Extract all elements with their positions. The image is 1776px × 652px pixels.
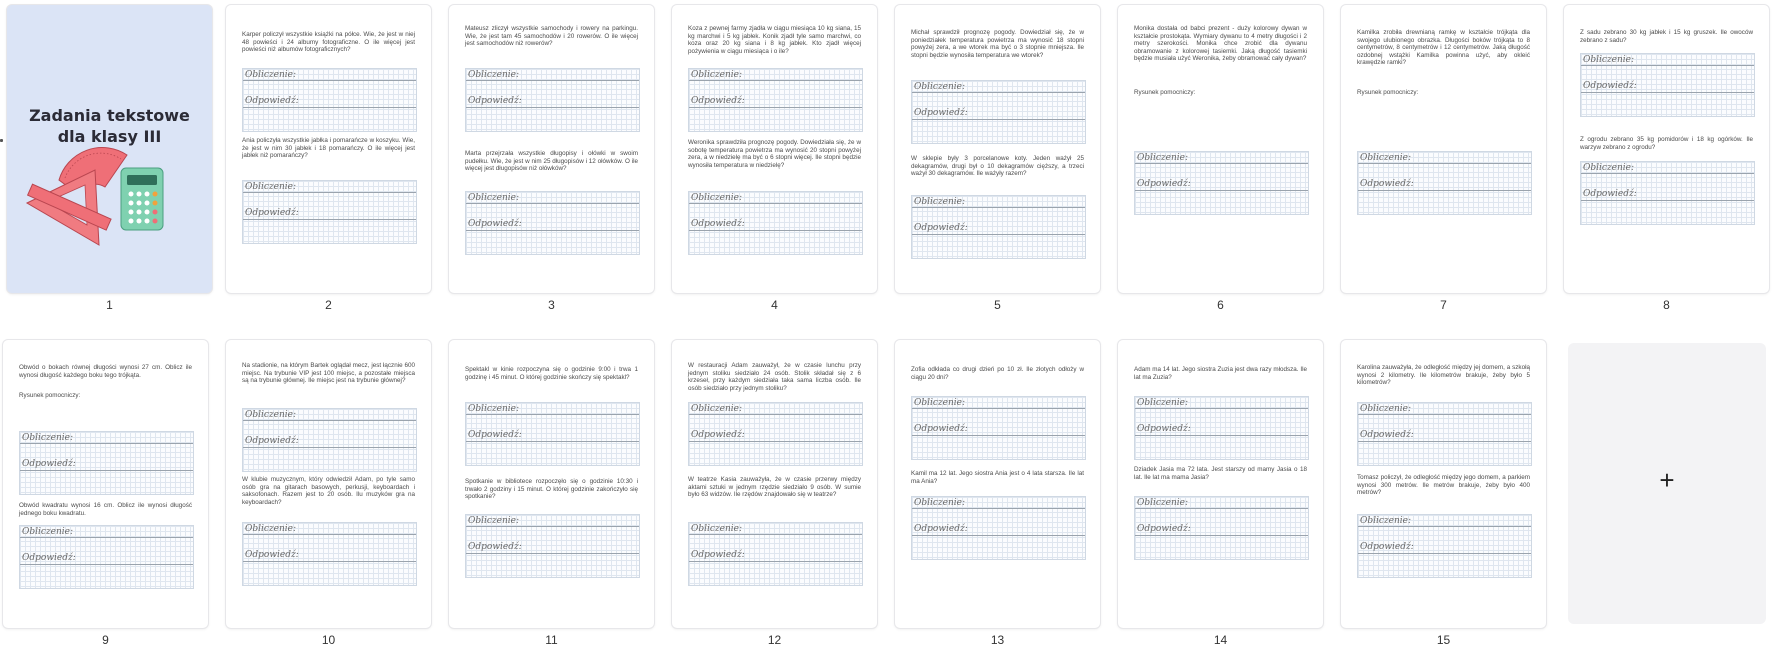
page-number: 1: [106, 298, 113, 312]
worksheet-grid: [1134, 151, 1309, 215]
calc-label: Obliczenie:: [245, 182, 297, 192]
task-text: Obwód kwadratu wynosi 16 cm. Oblicz ile wynosi długość jednego boku kwadratu.: [19, 502, 192, 517]
line: [689, 80, 862, 81]
line: [689, 203, 862, 204]
cover-title-line-2: dla klasy III: [57, 127, 162, 146]
calc-label: Obliczenie:: [468, 193, 520, 203]
line: [20, 537, 193, 538]
task-text: Spotkanie w bibliotece rozpoczęło się o godzinie 10:30 i trwało 2 godziny i 15 minut. O której godzinie zakończyło się spotkanie?: [465, 478, 638, 501]
worksheet-grid: [911, 496, 1086, 560]
answer-label: Odpowiedź:: [691, 96, 745, 106]
answer-label: Odpowiedź:: [245, 208, 299, 218]
line: [466, 553, 639, 554]
line: [1358, 441, 1531, 442]
calc-label: Obliczenie:: [245, 70, 297, 80]
calc-label: Obliczenie:: [691, 524, 743, 534]
line: [689, 414, 862, 415]
worksheet-grid: [688, 522, 863, 586]
answer-label: Odpowiedź:: [1583, 189, 1637, 199]
page-thumbnail-4[interactable]: [672, 5, 877, 293]
answer-label: Odpowiedź:: [691, 550, 745, 560]
page-thumbnail-3[interactable]: [449, 5, 654, 293]
line: [243, 561, 416, 562]
worksheet-grid: [1580, 53, 1755, 117]
line: [912, 119, 1085, 120]
worksheet-grid: [19, 525, 194, 589]
line: [20, 564, 193, 565]
task-text: Karper policzył wszystkie książki na półce. Wie, że jest w niej 48 powieści i 24 albumy fotograficzne. O ile więcej jest powieści niż albumów fotograficznych?: [242, 31, 415, 54]
task-text: Kamil ma 12 lat. Jego siostra Ania jest o 4 lata starsza. Ile lat ma Ania?: [911, 470, 1084, 485]
page-number: 6: [1217, 298, 1224, 312]
page-number: 8: [1663, 298, 1670, 312]
task-text: Ania policzyła wszystkie jabłka i pomarańcze w koszyku. Wie, że jest w nim 30 jabłek i 18 pomarańczy. O ile więcej jest jabłek niż pomarańczy?: [242, 137, 415, 160]
task-text: Dziadek Jasia ma 72 lata. Jest starszy od mamy Jasia o 18 lat. Ile lat ma mama Jasia?: [1134, 466, 1307, 481]
line: [1135, 535, 1308, 536]
page-number: 2: [325, 298, 332, 312]
line: [912, 435, 1085, 436]
task-text: Spektakl w kinie rozpoczyna się o godzinie 9:00 i trwa 1 godzinę i 45 minut. O której godzinie skończy się spektakl?: [465, 366, 638, 381]
page-number: 5: [994, 298, 1001, 312]
line: [912, 535, 1085, 536]
page-thumbnail-13[interactable]: [895, 340, 1100, 628]
line: [466, 203, 639, 204]
calc-label: Obliczenie:: [691, 404, 743, 414]
task-text: Tomasz policzył, że odległość między jego domem, a parkiem wynosi 300 metrów. Ile metrów brakuje, żeby było 400 metrów?: [1357, 474, 1530, 497]
task-text: Obwód o bokach równej długości wynosi 27 cm. Oblicz ile wynosi długość każdego boku tego trójkąta.: [19, 364, 192, 379]
worksheet-grid: [911, 396, 1086, 460]
page-thumbnail-7[interactable]: [1341, 5, 1546, 293]
add-page-button[interactable]: [1568, 343, 1766, 624]
answer-label: Odpowiedź:: [691, 430, 745, 440]
answer-label: Odpowiedź:: [468, 542, 522, 552]
worksheet-grid: [19, 431, 194, 495]
line: [20, 443, 193, 444]
worksheet-grid: [688, 191, 863, 255]
answer-label: Odpowiedź:: [22, 553, 76, 563]
page-thumbnail-10[interactable]: [226, 340, 431, 628]
line: [689, 561, 862, 562]
task-text: Michał sprawdził prognozę pogody. Dowiedział się, że w poniedziałek temperatura powietrza ma wynosić 18 stopni powyżej zera, a we wtorek ma być o 3 stopnie mniejsza. Ile stopni będzie wynosiła temperatura we wtorek?: [911, 29, 1084, 59]
answer-label: Odpowiedź:: [22, 459, 76, 469]
worksheet-grid: [1134, 496, 1309, 560]
page-thumbnail-5[interactable]: [895, 5, 1100, 293]
answer-label: Odpowiedź:: [914, 108, 968, 118]
line: [1358, 526, 1531, 527]
line: [20, 470, 193, 471]
page-number: 15: [1436, 633, 1451, 647]
line: [466, 414, 639, 415]
worksheet-grid: [465, 68, 640, 132]
line: [1135, 435, 1308, 436]
worksheet-grid: [242, 68, 417, 132]
task-text: Koza z pewnej farmy zjadła w ciągu miesiąca 10 kg siana, 15 kg marchwi i 5 kg jabłek. Konik zjadł tyle samo marchwi, co koza oraz 20 kg siana i 8 kg jabłek. Kto zjadł więcej pożywienia w ciągu miesiąca i o ile?: [688, 25, 861, 55]
task-text: Z sadu zebrano 30 kg jabłek i 15 kg gruszek. Ile owoców zebrano z sadu?: [1580, 29, 1753, 44]
cover-illustration: [7, 5, 212, 293]
plus-icon: +: [1659, 465, 1675, 495]
line: [1581, 173, 1754, 174]
task-text: Adam ma 14 lat. Jego siostra Zuzia jest dwa razy młodsza. Ile lat ma Zuzia?: [1134, 366, 1307, 381]
page-thumbnail-14[interactable]: [1118, 340, 1323, 628]
line: [689, 230, 862, 231]
calc-label: Obliczenie:: [468, 404, 520, 414]
worksheet-grid: [1357, 402, 1532, 466]
answer-label: Odpowiedź:: [914, 524, 968, 534]
calc-label: Obliczenie:: [914, 498, 966, 508]
calc-label: Obliczenie:: [691, 193, 743, 203]
line: [1581, 200, 1754, 201]
line: [243, 192, 416, 193]
answer-label: Odpowiedź:: [691, 219, 745, 229]
page-thumbnail-1[interactable]: [7, 5, 212, 293]
calc-label: Obliczenie:: [914, 82, 966, 92]
answer-label: Odpowiedź:: [245, 96, 299, 106]
task-text: Kamilka zrobiła drewnianą ramkę w kształcie trójkąta dla swojego ulubionego obrazka. Długości boków trójkąta to 8 centymetrów, 8 centymetrów i 12 centymetrów. Jaką długość ozdobnej wstążki Kamilka powinna użyć, aby okleić krawędzie ramki?: [1357, 29, 1530, 67]
calc-label: Obliczenie:: [691, 70, 743, 80]
worksheet-grid: [465, 191, 640, 255]
line: [1358, 553, 1531, 554]
calc-label: Obliczenie:: [1583, 163, 1635, 173]
worksheet-grid: [1134, 396, 1309, 460]
line: [912, 207, 1085, 208]
line: [466, 526, 639, 527]
line: [1135, 508, 1308, 509]
answer-label: Odpowiedź:: [468, 96, 522, 106]
task-text: Monika dostała od babci prezent - duży kolorowy dywan w kształcie prostokąta. Wymiary dywanu to 4 metry długości i 2 metry szerokości. Monika chce zrobić dla dywanu obramowanie z kolorowej tasiemki. Jaką długość tasiemki będzie musiała użyć Weronika, żeby obramować cały dywan?: [1134, 25, 1307, 63]
task-text: Zofia odkłada co drugi dzień po 10 zł. Ile złotych odłoży w ciągu 20 dni?: [911, 366, 1084, 381]
line: [466, 107, 639, 108]
worksheet-grid: [465, 514, 640, 578]
calc-label: Obliczenie:: [914, 197, 966, 207]
line: [1358, 190, 1531, 191]
calc-label: Obliczenie:: [914, 398, 966, 408]
answer-label: Odpowiedź:: [1360, 430, 1414, 440]
page-number: 14: [1213, 633, 1228, 647]
answer-label: Odpowiedź:: [468, 430, 522, 440]
page-thumbnail-6[interactable]: [1118, 5, 1323, 293]
drawing-label: Rysunek pomocniczy:: [19, 392, 81, 399]
calc-label: Obliczenie:: [245, 524, 297, 534]
line: [243, 219, 416, 220]
page-thumbnail-11[interactable]: [449, 340, 654, 628]
answer-label: Odpowiedź:: [1137, 179, 1191, 189]
answer-label: Odpowiedź:: [914, 223, 968, 233]
line: [243, 107, 416, 108]
line: [243, 80, 416, 81]
line: [912, 92, 1085, 93]
calc-label: Obliczenie:: [1137, 398, 1189, 408]
drawing-label: Rysunek pomocniczy:: [1357, 89, 1419, 96]
line: [1135, 190, 1308, 191]
worksheet-grid: [242, 522, 417, 586]
calc-label: Obliczenie:: [1137, 153, 1189, 163]
task-text: Z ogrodu zebrano 35 kg pomidorów i 18 kg ogórków. Ile warzyw zebrano z ogrodu?: [1580, 136, 1753, 151]
calc-label: Obliczenie:: [22, 433, 74, 443]
line: [689, 534, 862, 535]
page-number: 12: [767, 633, 782, 647]
answer-label: Odpowiedź:: [914, 424, 968, 434]
page-thumbnail-8[interactable]: [1564, 5, 1769, 293]
worksheet-grid: [242, 408, 417, 472]
calc-label: Obliczenie:: [1583, 55, 1635, 65]
task-text: Weronika sprawdziła prognozę pogody. Dowiedziała się, że w sobotę temperatura powietrza ma wynosić 20 stopni powyżej zera, a w niedzielę ma być o 6 stopni więcej. Ile stopni będzie wynosiła temperatura w niedzielę?: [688, 139, 861, 169]
line: [243, 534, 416, 535]
task-text: W klubie muzycznym, który odwiedził Adam, po tyle samo osób gra na gitarach basowych, perkusji, keyboardach i saksofonach. Razem jest to 20 osób. Ilu muzyków gra na keyboardach?: [242, 476, 415, 506]
answer-label: Odpowiedź:: [1137, 424, 1191, 434]
line: [912, 508, 1085, 509]
worksheet-grid: [1357, 514, 1532, 578]
worksheet-grid: [688, 68, 863, 132]
worksheet-grid: [911, 195, 1086, 259]
page-number: 13: [990, 633, 1005, 647]
answer-label: Odpowiedź:: [468, 219, 522, 229]
worksheet-grid: [465, 402, 640, 466]
task-text: Na stadionie, na którym Bartek oglądał mecz, jest łącznie 600 miejsc. Na trybunie VIP jest 100 miejsc, a pozostałe miejsca są na trybunie głównej. Ile miejsc jest na trybunie głównej?: [242, 362, 415, 385]
page-number: 3: [548, 298, 555, 312]
calc-label: Obliczenie:: [245, 410, 297, 420]
worksheet-grid: [1357, 151, 1532, 215]
line: [466, 230, 639, 231]
worksheet-grid: [1580, 161, 1755, 225]
line: [1358, 414, 1531, 415]
line: [243, 447, 416, 448]
line: [1135, 163, 1308, 164]
page-thumbnail-9[interactable]: [3, 340, 208, 628]
line: [912, 234, 1085, 235]
calc-label: Obliczenie:: [1360, 404, 1412, 414]
task-text: Mateusz zliczył wszystkie samochody i rowery na parkingu. Wie, że jest tam 45 samochodów i 20 rowerów. O ile więcej jest samochodów niż rowerów?: [465, 25, 638, 48]
line: [912, 408, 1085, 409]
calc-label: Obliczenie:: [468, 70, 520, 80]
page-number: 11: [545, 633, 558, 647]
calc-label: Obliczenie:: [1360, 153, 1412, 163]
task-text: Karolina zauważyła, że odległość między jej domem, a szkołą wynosi 2 kilometry. Ile kilometrów brakuje, żeby było 5 kilometrów?: [1357, 364, 1530, 387]
answer-label: Odpowiedź:: [1583, 81, 1637, 91]
calc-label: Obliczenie:: [1137, 498, 1189, 508]
task-text: W sklepie były 3 porcelanowe koty. Jeden ważył 25 dekagramów, drugi był o 10 dekagramów cięższy, a trzeci ważył 30 dekagramów. Ile ważyły razem?: [911, 155, 1084, 178]
calculator-icon: [121, 168, 163, 230]
calc-label: Obliczenie:: [22, 527, 74, 537]
answer-label: Odpowiedź:: [1360, 542, 1414, 552]
line: [689, 107, 862, 108]
calc-label: Obliczenie:: [468, 516, 520, 526]
task-text: W restauracji Adam zauważył, że w czasie lunchu przy jednym stoliku siedziało 24 osób. Stolik składał się z 6 krzeseł, przy każdym siedziała taka sama liczba osób. Ile osób siedziało przy jednym stoliku?: [688, 362, 861, 392]
task-text: Marta przejrzała wszystkie długopisy i ołówki w swoim pudełku. Wie, że jest w nim 25 długopisów i 12 ołówków. O ile więcej jest długopisów niż ołówków?: [465, 150, 638, 173]
drawing-label: Rysunek pomocniczy:: [1134, 89, 1196, 96]
page-number: 4: [771, 298, 778, 312]
line: [1581, 92, 1754, 93]
worksheet-grid: [242, 180, 417, 244]
answer-label: Odpowiedź:: [1137, 524, 1191, 534]
answer-label: Odpowiedź:: [245, 436, 299, 446]
line: [466, 441, 639, 442]
page-thumbnail-2[interactable]: [226, 5, 431, 293]
task-text: W teatrze Kasia zauważyła, że w czasie przerwy między aktami sztuki w jednym rzędzie siedziało 9 osób. W sumie było 63 widzów. Ile rzędów znajdowało się w teatrze?: [688, 476, 861, 499]
calc-label: Obliczenie:: [1360, 516, 1412, 526]
line: [466, 80, 639, 81]
worksheet-grid: [688, 402, 863, 466]
page-thumbnail-15[interactable]: [1341, 340, 1546, 628]
line: [1581, 65, 1754, 66]
line: [1358, 163, 1531, 164]
line: [1135, 408, 1308, 409]
answer-label: Odpowiedź:: [245, 550, 299, 560]
page-thumbnail-12[interactable]: [672, 340, 877, 628]
cover-title-line-1: Zadania tekstowe: [29, 106, 190, 125]
page-number: 10: [321, 633, 336, 647]
answer-label: Odpowiedź:: [1360, 179, 1414, 189]
page-number: 7: [1440, 298, 1447, 312]
page-number: 9: [102, 633, 109, 647]
line: [243, 420, 416, 421]
worksheet-grid: [911, 80, 1086, 144]
line: [689, 441, 862, 442]
